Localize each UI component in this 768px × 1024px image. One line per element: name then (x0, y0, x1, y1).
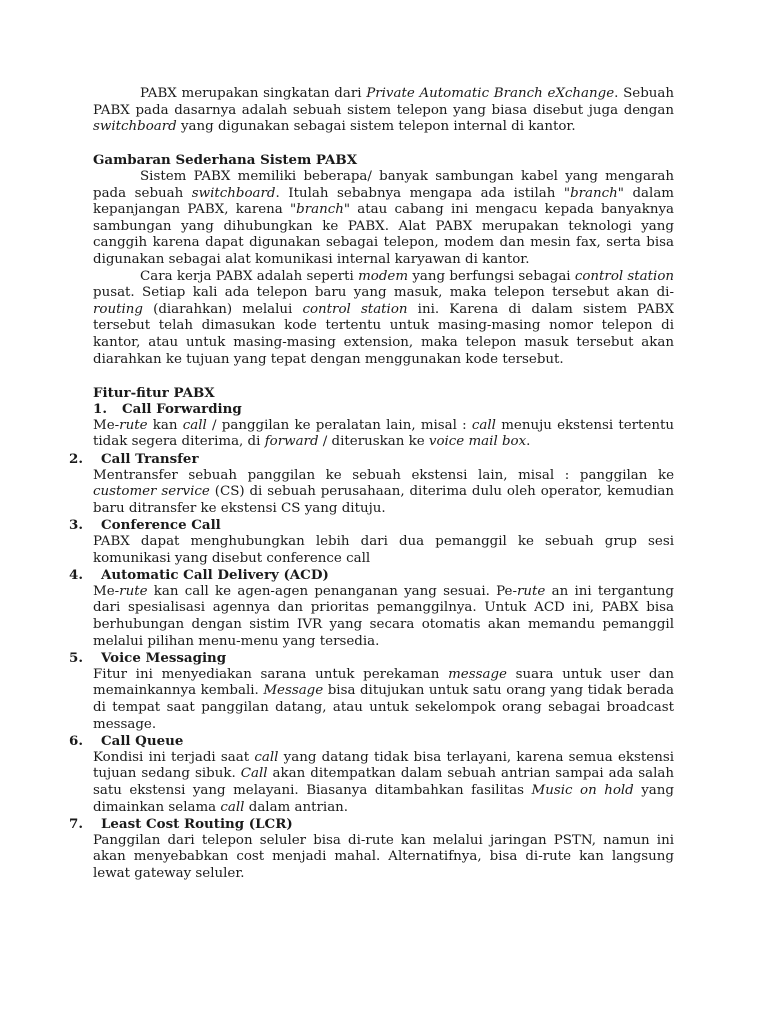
feature-number: 1. (93, 401, 107, 418)
spacer (93, 136, 674, 153)
feature-number: 7. (69, 816, 83, 833)
document-page (69, 86, 675, 883)
feature-body-acd: Me-rute kan call ke agen-agen penanganan yang sesuai. Pe-rute an ini tergantung dari spesialisasi agennya dan prioritas pemanggilnya. Untuk ACD ini, PABX bisa berhubungan dengan sistim IVR yang secara otomatis akan memandu pemanggil melalui pilihan menu-menu yang tersedia. (93, 583, 675, 649)
spacer (93, 368, 674, 385)
feature-body-lcr: Panggilan dari telepon seluler bisa di-rute kan melalui jaringan PSTN, namun ini akan menyebabkan cost menjadi mahal. Alternatifnya, bisa di-rute kan langsung lewat gateway seluler. (93, 832, 674, 881)
feature-number: 2. (69, 451, 83, 468)
gambaran-paragraph-2: Cara kerja PABX adalah seperti modem yang berfungsi sebagai control station pusat. Setiap kali ada telepon baru yang masuk, maka telepon tersebut akan di-routing (diarahkan) melalui control station ini. Karena di dalam sistem PABX tersebut telah dimasukan kode tertentu untuk masing-masing nomor telepon di kantor, atau untuk masing-masing extension, maka telepon masuk tersebut akan diarahkan ke tujuan yang tepat dengan menggunakan kode tersebut. (93, 268, 675, 367)
feature-title-call-queue: 6. Call Queue (69, 733, 184, 750)
feature-title-call-forwarding: 1. Call Forwarding (93, 401, 242, 418)
feature-number: 6. (69, 733, 83, 750)
feature-body-conference-call: PABX dapat menghubungkan lebih dari dua pemanggil ke sebuah grup sesi komunikasi yang disebut conference call (93, 534, 674, 566)
feature-title-acd: 4. Automatic Call Delivery (ACD) (69, 567, 329, 584)
intro-paragraph: PABX merupakan singkatan dari Private Automatic Branch eXchange. Sebuah PABX pada dasarnya adalah sebuah sistem telepon yang biasa disebut juga dengan switchboard yang digunakan sebagai sistem telepon internal di kantor. (93, 86, 675, 135)
section-heading-gambaran: Gambaran Sederhana Sistem PABX (93, 152, 358, 169)
gambaran-paragraph-1: Sistem PABX memiliki beberapa/ banyak sambungan kabel yang mengarah pada sebuah switchboard. Itulah sebabnya mengapa ada istilah "branch" dalam kepanjangan PABX, karena "branch" atau cabang ini mengacu kepada banyaknya sambungan yang dihubungkan ke PABX. Alat PABX merupakan teknologi yang canggih karena dapat digunakan sebagai telepon, modem dan mesin fax, serta bisa digunakan sebagai alat komunikasi internal karyawan di kantor. (93, 168, 674, 267)
feature-body-call-forwarding: Me-rute kan call / panggilan ke peralatan lain, misal : call menuju ekstensi tertentu tidak segera diterima, di forward / diteruskan ke voice mail box. (93, 417, 674, 450)
feature-title-call-transfer: 2. Call Transfer (69, 451, 199, 468)
feature-body-call-transfer: Mentransfer sebuah panggilan ke sebuah ekstensi lain, misal : panggilan ke customer service (CS) di sebuah perusahaan, diterima dulu oleh operator, kemudian baru ditransfer ke ekstensi CS yang dituju. (93, 467, 674, 516)
feature-number: 3. (69, 517, 83, 534)
feature-body-call-queue: Kondisi ini terjadi saat call yang datang tidak bisa terlayani, karena semua ekstensi tujuan sedang sibuk. Call akan ditempatkan dalam sebuah antrian sampai ada salah satu ekstensi yang melayani. Biasanya ditambahkan fasilitas Music on hold yang dimainkan selama call dalam antrian. (93, 749, 674, 815)
section-heading-fitur: Fitur-fitur PABX (93, 384, 215, 401)
feature-title-conference-call: 3. Conference Call (69, 517, 221, 534)
feature-number: 4. (69, 567, 83, 584)
feature-title-lcr: 7. Least Cost Routing (LCR) (69, 816, 293, 833)
feature-title-voice-messaging: 5. Voice Messaging (69, 650, 227, 667)
feature-number: 5. (69, 650, 83, 667)
feature-body-voice-messaging: Fitur ini menyediakan sarana untuk perekaman message suara untuk user dan memainkannya kembali. Message bisa ditujukan untuk satu orang yang tidak berada di tempat saat panggilan datang, atau untuk sekelompok orang sebagai broadcast message. (93, 666, 674, 732)
